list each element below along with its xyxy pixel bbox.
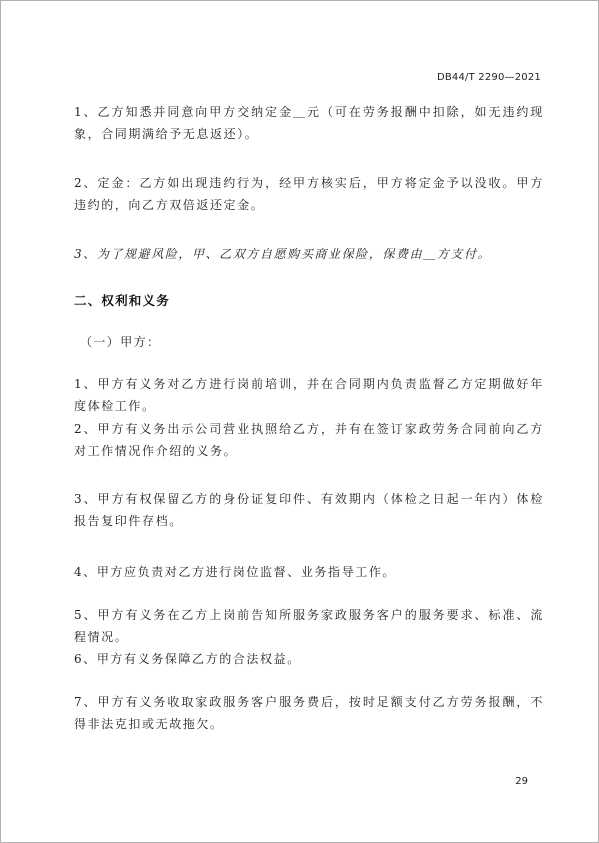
document-code: DB44/T 2290—2021 [436, 72, 541, 83]
list-item: 3、甲方有权保留乙方的身份证复印件、有效期内（体检之日起一年内）体检报告复印件存档。 [74, 492, 544, 528]
sub-heading: （一）甲方： [80, 335, 161, 349]
list-item: 4、甲方应负责对乙方进行岗位监督、业务指导工作。 [74, 565, 397, 579]
page-number: 29 [515, 776, 528, 787]
paragraph-insurance: 3、为了规避风险，甲、乙双方自愿购买商业保险，保费由＿方支付。 [74, 247, 492, 261]
paragraph-deposit: 1、乙方知悉并同意向甲方交纳定金＿元（可在劳务报酬中扣除，如无违约现象，合同期满给予无息返还）。 [74, 105, 544, 141]
paragraph-deposit-default: 2、定金：乙方如出现违约行为，经甲方核实后，甲方将定金予以没收。甲方违约的，向乙方双倍返还定金。 [74, 176, 544, 212]
list-item: 5、甲方有义务在乙方上岗前告知所服务家政服务客户的服务要求、标准、流程情况。 [74, 608, 544, 644]
list-item: 1、甲方有义务对乙方进行岗前培训，并在合同期内负责监督乙方定期做好年度体检工作。 [74, 377, 544, 413]
list-item: 6、甲方有义务保障乙方的合法权益。 [74, 652, 301, 666]
list-item: 7、甲方有义务收取家政服务客户服务费后，按时足额支付乙方劳务报酬，不得非法克扣或无故拖欠。 [74, 695, 544, 731]
section-heading: 二、权利和义务 [74, 293, 170, 308]
list-item: 2、甲方有义务出示公司营业执照给乙方，并有在签订家政劳务合同前向乙方对工作情况作介绍的义务。 [74, 422, 544, 458]
